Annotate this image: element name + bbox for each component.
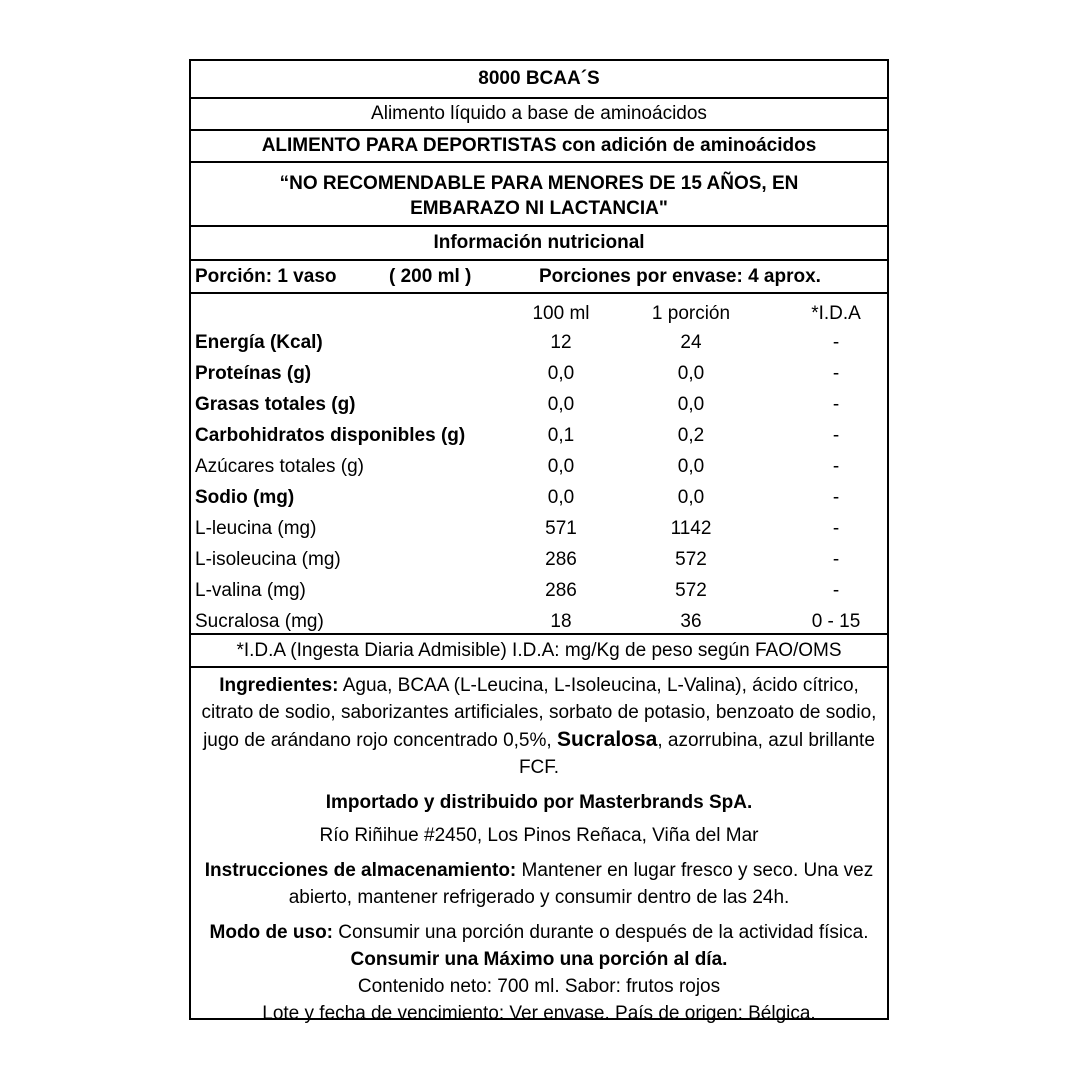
nutrient-name: Sodio (mg) [195, 487, 295, 508]
value-per-portion: 0,0 [677, 394, 705, 415]
nutrient-name: Sucralosa (mg) [195, 611, 324, 632]
value-per-100ml: 0,0 [547, 394, 575, 415]
value-per-100ml: 286 [545, 549, 577, 570]
product-category: ALIMENTO PARA DEPORTISTAS con adición de aminoácidos [191, 131, 887, 163]
value-per-100ml: 571 [545, 518, 577, 539]
value-ida: - [832, 425, 840, 446]
ida-note: *I.D.A (Ingesta Diaria Admisible) I.D.A: mg/Kg de peso según FAO/OMS [191, 635, 887, 668]
storage-label: Instrucciones de almacenamiento: [204, 860, 517, 881]
column-header: 1 porción [651, 303, 731, 324]
warning-line-2: EMBARAZO NI LACTANCIA" [410, 198, 668, 219]
lot-expiry: Lote y fecha de vencimiento: Ver envase. País de origen: Bélgica. [262, 1003, 816, 1024]
usage-label: Modo de uso: [209, 922, 333, 943]
value-per-portion: 24 [680, 332, 702, 353]
nutrient-row [191, 575, 887, 606]
nutrient-row [191, 420, 887, 451]
product-subtitle: Alimento líquido a base de aminoácidos [191, 99, 887, 131]
portion-size: Porción: 1 vaso [195, 266, 337, 287]
portions-per-pack: Porciones por envase: 4 aprox. [539, 266, 821, 287]
nutrient-name: L-valina (mg) [195, 580, 306, 601]
value-per-portion: 0,0 [677, 487, 705, 508]
value-per-portion: 0,0 [677, 363, 705, 384]
value-per-100ml: 18 [550, 611, 572, 632]
value-per-100ml: 286 [545, 580, 577, 601]
column-header: *I.D.A [811, 303, 861, 324]
age-warning [191, 163, 887, 227]
nutrient-row [191, 327, 887, 358]
net-content: Contenido neto: 700 ml. Sabor: frutos rojos [357, 976, 721, 997]
usage-text: Consumir una porción durante o después de la actividad física. [333, 922, 869, 943]
value-per-portion: 572 [675, 549, 707, 570]
usage-bold: Consumir una Máximo una porción al día. [350, 949, 728, 970]
value-ida: - [832, 456, 840, 477]
nutrient-row [191, 358, 887, 389]
usage-instructions [191, 919, 887, 973]
column-header: 100 ml [532, 303, 590, 324]
nutrient-row [191, 606, 887, 637]
value-per-100ml: 0,1 [547, 425, 575, 446]
nutrient-name: Energía (Kcal) [195, 332, 323, 353]
value-ida: - [832, 487, 840, 508]
nutrient-name: Azúcares totales (g) [195, 456, 364, 477]
value-ida: 0 - 15 [811, 611, 861, 632]
ingredients-text: Agua, BCAA (L-Leucina, L-Isoleucina, L-Valina), ácido cítrico, citrato de sodio, saborizantes artificiales, sorbato de potasio, benzoato de sodio, jugo de arándano rojo concentrado 0,5%, [201, 675, 877, 751]
portion-row [191, 261, 887, 294]
nutrition-table [191, 294, 887, 635]
ingredients-text-end: , azorrubina, azul brillante FCF. [518, 730, 875, 778]
importer-address: Río Riñihue #2450, Los Pinos Reñaca, Viña del Mar [319, 825, 759, 846]
importer-title: Importado y distribuido por Masterbrands SpA. [325, 792, 753, 813]
nutrition-heading: Información nutricional [191, 227, 887, 261]
value-ida: - [832, 394, 840, 415]
value-ida: - [832, 518, 840, 539]
nutrient-name: Proteínas (g) [195, 363, 312, 384]
value-per-portion: 36 [680, 611, 702, 632]
value-per-portion: 0,2 [677, 425, 705, 446]
value-per-100ml: 0,0 [547, 487, 575, 508]
product-title: 8000 BCAA´S [191, 61, 887, 99]
value-per-portion: 572 [675, 580, 707, 601]
column-headers [191, 298, 887, 329]
value-ida: - [832, 549, 840, 570]
value-per-portion: 1142 [670, 518, 712, 539]
warning-line-1: “NO RECOMENDABLE PARA MENORES DE 15 AÑOS, EN [279, 173, 799, 194]
storage-instructions [191, 857, 887, 911]
nutrient-name: Grasas totales (g) [195, 394, 356, 415]
value-per-100ml: 0,0 [547, 456, 575, 477]
value-per-portion: 0,0 [677, 456, 705, 477]
value-per-100ml: 12 [550, 332, 572, 353]
value-ida: - [832, 580, 840, 601]
portion-ml: ( 200 ml ) [389, 266, 472, 287]
nutrient-name: L-leucina (mg) [195, 518, 317, 539]
ingredients [191, 668, 887, 781]
value-ida: - [832, 332, 840, 353]
value-ida: - [832, 363, 840, 384]
storage-text: Mantener en lugar fresco y seco. Una vez abierto, mantener refrigerado y consumir dentro de las 24h. [288, 860, 874, 908]
nutrient-row [191, 451, 887, 482]
label-details [191, 668, 887, 1027]
ingredients-sucralose: Sucralosa [556, 728, 658, 751]
nutrient-row [191, 513, 887, 544]
nutrient-row [191, 389, 887, 420]
nutrition-label [189, 59, 889, 1024]
nutrient-name: L-isoleucina (mg) [195, 549, 341, 570]
ingredients-label: Ingredientes: [219, 675, 339, 696]
nutrient-row [191, 482, 887, 513]
value-per-100ml: 0,0 [547, 363, 575, 384]
nutrient-row [191, 544, 887, 575]
nutrient-name: Carbohidratos disponibles (g) [195, 425, 466, 446]
